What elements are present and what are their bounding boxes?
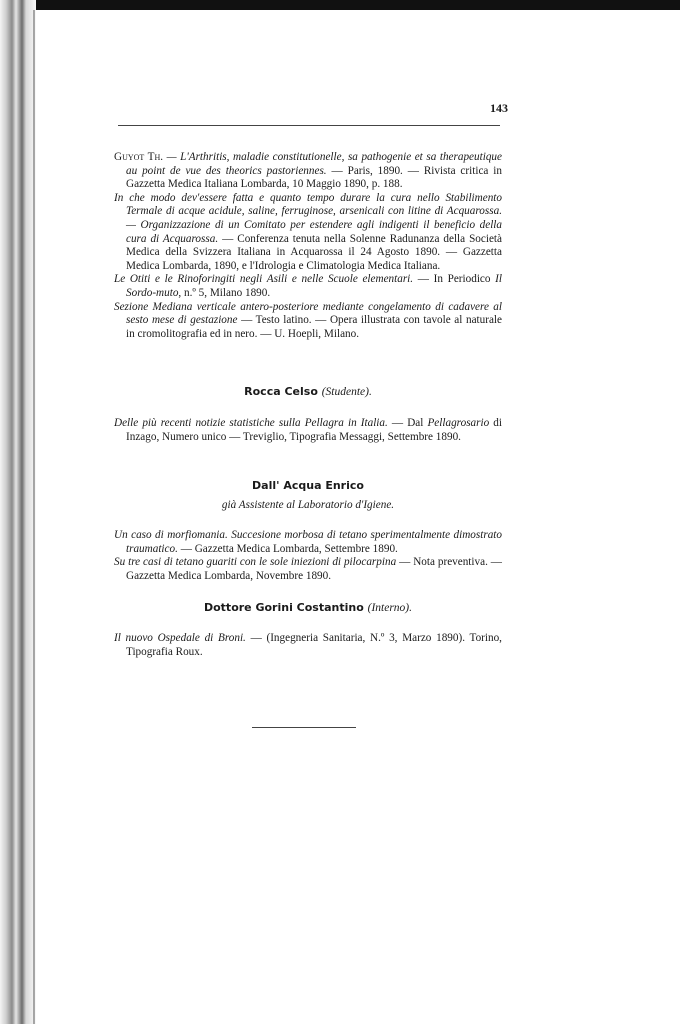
author-name: Dall' Acqua Enrico: [252, 479, 364, 492]
bibliography-list: [114, 417, 502, 444]
author-role: (Interno).: [367, 602, 413, 614]
bibliography-entry: [114, 273, 502, 300]
header-rule: [118, 125, 500, 126]
entry-periodical: Pellagrosario: [427, 417, 490, 429]
spine-edge-line: [33, 10, 35, 1024]
bibliography-entry: [114, 417, 502, 444]
entry-title: — L'Arthritis, maladie constitutionelle, sa pathogenie et sa therapeutique au point de vue des theorics pastoriennes.: [126, 151, 502, 177]
bibliography-list: [114, 632, 502, 659]
author-affiliation: già Assistente al Laboratorio d'Igiene.: [221, 499, 395, 511]
entry-text: — Conferenza tenuta nella Solenne Radunanza della Società Medica della Svizzera Italiana in Acquarossa il 24 Agosto 1890. — Gazzetta Medica Lombarda, 1890, e l'Idrologia e Climatologia Medica Italiana.: [126, 232, 503, 272]
author-name: Dottore Gorini Costantino: [203, 601, 364, 614]
bibliography-entry: [114, 301, 502, 342]
entry-text: di Inzago, Numero unico — Treviglio, Tipografia Messaggi, Settembre 1890.: [126, 417, 503, 443]
bibliography-list: [114, 529, 502, 583]
entry-text: — Gazzetta Medica Lombarda, Settembre 1890.: [177, 542, 398, 555]
entry-text: — Nota preventiva. — Gazzetta Medica Lombarda, Novembre 1890.: [126, 556, 502, 582]
entry-author: Guyot Th.: [114, 151, 164, 163]
entry-periodical: Il Sordo-muto: [126, 273, 502, 299]
entry-title: Il nuovo Ospedale di Broni.: [114, 632, 246, 644]
author-name: Rocca Celso: [244, 385, 318, 398]
entry-title: Su tre casi di tetano guariti con le sole iniezioni di pilocarpina: [114, 556, 397, 569]
bibliography-list: [114, 151, 502, 341]
author-heading: [114, 385, 502, 398]
bibliography-entry: [114, 632, 502, 659]
closing-rule: [252, 727, 356, 728]
entry-text: — Testo latino. — Opera illustrata con tavole al naturale in cromolitografia ed in nero. — U. Hoepli, Milano.: [126, 314, 503, 340]
bibliography-entry: [114, 192, 502, 274]
entry-title: In che modo dev'essere fatta e quanto tempo durare la cura nello Stabilimento Termale di acque acidule, saline, ferruginose, arsenicali con litine di Acquarossa. — Organizzazione di un Comitato per estendere agli indigenti il beneficio della cura di Acquarossa.: [114, 191, 502, 245]
entry-text: — Paris, 1890. — Rivista critica in Gazzetta Medica Italiana Lombarda, 10 Maggio 1890, p. 188.: [126, 164, 502, 191]
book-spine-shadow: [0, 0, 36, 1024]
page-number: 143: [490, 101, 508, 115]
entry-title: Le Otiti e le Rinoforingiti negli Asili e nelle Scuole elementari.: [114, 273, 414, 286]
entry-text: — (Ingegneria Sanitaria, N.º 3, Marzo 1890). Torino, Tipografia Roux.: [126, 632, 502, 658]
author-heading: [114, 479, 502, 492]
bibliography-entry: [114, 529, 502, 556]
entry-text: , n.º 5, Milano 1890.: [178, 286, 271, 299]
entry-text: — Dal: [387, 417, 428, 429]
entry-title: Sezione Mediana verticale antero-posteriore mediante congelamento di cadavere al sesto mese di gestazione: [114, 300, 502, 327]
entry-text: — In Periodico: [413, 273, 496, 286]
author-heading: [114, 601, 502, 614]
bibliography-entry: [114, 151, 502, 192]
author-role: (Studente).: [321, 386, 372, 398]
scan-top-edge: [0, 0, 680, 10]
entry-title: Delle più recenti notizie statistiche sulla Pellagra in Italia.: [114, 417, 388, 429]
bibliography-entry: [114, 556, 502, 583]
entry-title: Un caso di morfiomania. Succesione morbosa di tetano sperimentalmente dimostrato traumatico.: [114, 529, 502, 555]
